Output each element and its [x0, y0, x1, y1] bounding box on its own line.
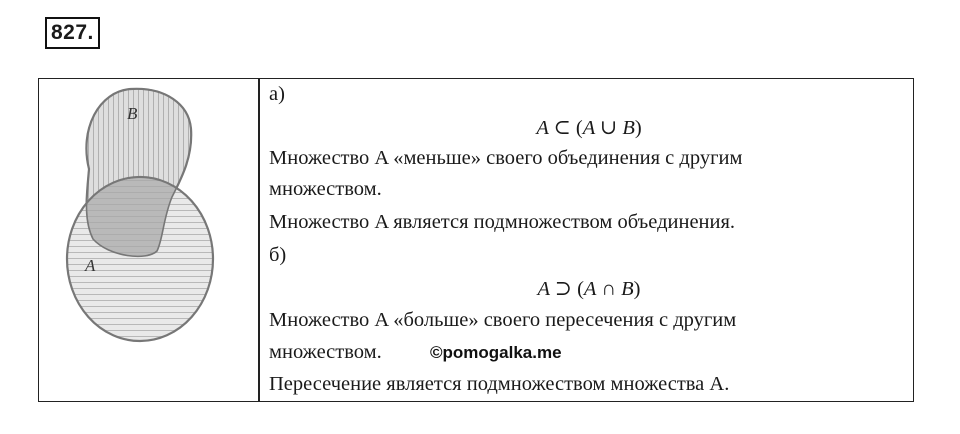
- set-b-label: B: [127, 104, 138, 123]
- part-b-line-2: множеством.: [269, 341, 382, 363]
- part-b-formula: A ⊃ (A ∩ B): [537, 278, 641, 300]
- part-b-line-1: Множество A «больше» своего пересечения с другим: [269, 309, 737, 331]
- venn-diagram: [39, 79, 258, 401]
- part-b-line-3: Пересечение является подмножеством множества A.: [269, 373, 730, 395]
- column-divider: [258, 79, 260, 401]
- part-b-marker: б): [269, 244, 287, 266]
- part-a-line-1: Множество A «меньше» своего объединения с другим: [269, 147, 743, 169]
- part-a-line-2: множеством.: [269, 178, 382, 200]
- set-a-label: A: [85, 256, 96, 275]
- part-a-line-3: Множество A является подмножеством объединения.: [269, 211, 736, 233]
- watermark: ©pomogalka.me: [430, 343, 562, 362]
- task-number: 827.: [45, 17, 100, 49]
- part-a-formula: A ⊂ (A ∪ B): [536, 117, 642, 139]
- venn-diagram-cell: [39, 79, 258, 401]
- solution-text: [269, 79, 909, 401]
- part-a-marker: а): [269, 83, 285, 105]
